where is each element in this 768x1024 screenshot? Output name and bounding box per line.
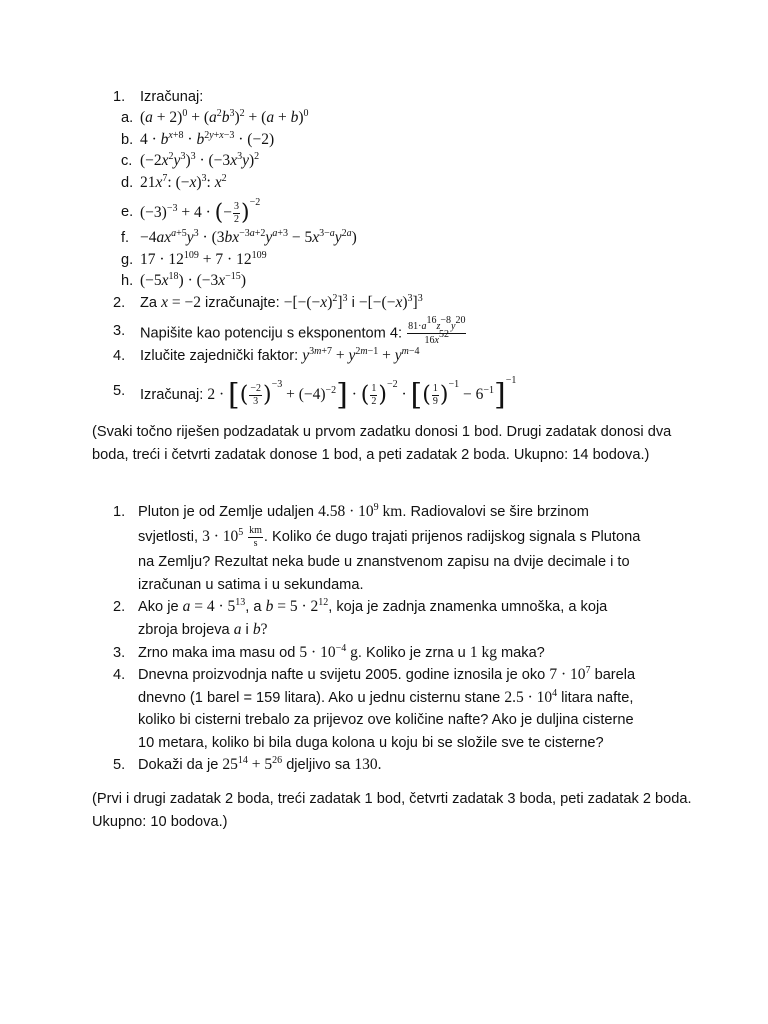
math-expression: a xyxy=(233,621,242,638)
math-expression: $5 \cdot 10^{-4}$ g xyxy=(299,643,358,661)
problem-text: Zrno maka ima masu od xyxy=(138,645,296,661)
task-text: Izračunaj: xyxy=(140,89,204,105)
task-text: Izlučite zajednički faktor: xyxy=(140,348,299,364)
task-number: 1. xyxy=(113,504,126,520)
task-number: 4. xyxy=(113,667,126,683)
math-expression: 130. xyxy=(354,756,382,773)
subtask-letter: b. xyxy=(121,132,134,148)
task-number: 2. xyxy=(113,599,126,615)
math-expression: $-[-(-x)^3]^3$ xyxy=(358,293,423,311)
problem-text: 10 metara, koliko bi bila duga kolona u koju bi se složile sve te cisterne? xyxy=(138,735,604,751)
problem-text: dnevno (1 barel = 159 litara). Ako u jednu cisternu stane xyxy=(138,690,501,706)
subtask-letter: f. xyxy=(121,230,130,246)
problem-text: i xyxy=(245,622,249,638)
problem-text: . Radiovalovi se šire brzinom xyxy=(402,504,589,520)
scoring-note-1: (Svaki točno riješen podzadatak u prvom zadatku donosi 1 bod. Drugi zadatak donosi dva boda, treći i četvrti zadatak donose 1 bod, a peti zadatak 2 boda. Ukupno: 14 bodova.) xyxy=(92,424,672,463)
problem-text: , a xyxy=(245,599,262,615)
problem-text: djeljivo sa xyxy=(286,757,351,773)
task-number: 3. xyxy=(113,323,126,339)
task-connector: i xyxy=(351,295,355,311)
math-expression: $(-2x^2y^3)^3 \cdot (-3x^3y)^2$ xyxy=(140,151,260,169)
math-expression: $(a + 2)^0 + (a^2b^3)^2 + (a + b)^0$ xyxy=(140,108,309,126)
subtask-letter: d. xyxy=(121,175,134,191)
math-expression: x = −2 xyxy=(161,294,201,311)
math-expression: b? xyxy=(252,621,268,638)
problem-text: , koja je zadnja znamenka umnoška, a koja xyxy=(328,599,608,615)
math-expression: $(-5x^{18}) \cdot (-3x^{-15})$ xyxy=(140,271,246,289)
problem-text: na Zemlju? Rezultat neka bude u znanstvenom zapisu na dvije decimale i to xyxy=(138,554,630,570)
math-expression: $a = 4 \cdot 5^{13}$ xyxy=(182,597,246,615)
problem-text: Dokaži da je xyxy=(138,757,219,773)
problem-text: svjetlosti, xyxy=(138,529,199,546)
subtask-letter: g. xyxy=(121,252,134,268)
math-expression: $-[-(-x)^2]^3$ xyxy=(283,293,348,311)
scoring-note-2: (Prvi i drugi zadatak 2 boda, treći zadatak 1 bod, četvrti zadatak 3 boda, peti zadatak 2 boda. Ukupno: 10 bodova.) xyxy=(92,791,692,830)
problem-text: izračunan u satima i u sekundama. xyxy=(138,577,364,593)
problem-text: Pluton je od Zemlje udaljen xyxy=(138,504,315,520)
task-prefix: Za xyxy=(140,295,158,311)
problem-text: . Koliko će dugo trajati prijenos radijskog signala s Plutona xyxy=(263,529,641,546)
problem-text: maka? xyxy=(501,645,545,661)
problem-text: zbroja brojeva xyxy=(138,622,230,638)
task-text: izračunajte: xyxy=(205,295,280,311)
task-number: 5. xyxy=(113,757,126,773)
math-expression: $\frac{81\cdot a^{16}z^{-8}y^{20}}{16x^{52}}$ xyxy=(408,315,466,346)
task-number: 4. xyxy=(113,348,126,364)
task-text: Izračunaj: xyxy=(140,387,204,403)
problem-text: Dnevna proizvodnja nafte u svijetu 2005. godine iznosila je oko xyxy=(138,667,546,683)
subtask-letter: c. xyxy=(121,153,133,169)
problem-text: Ako je xyxy=(138,599,179,615)
task-number: 1. xyxy=(113,89,126,105)
math-expression: $21x^7$: $(-x)^3$: $x^2$ xyxy=(140,173,227,191)
subtask-letter: a. xyxy=(121,110,134,126)
problem-text: barela xyxy=(594,667,636,683)
math-expression: 1 kg xyxy=(469,644,497,661)
math-expression: $4.58 \cdot 10^9$ km xyxy=(318,502,403,520)
subtask-letter: h. xyxy=(121,273,134,289)
math-expression: $17 \cdot 12^{109} + 7 \cdot 12^{109}$ xyxy=(140,250,267,268)
task-number: 2. xyxy=(113,295,126,311)
problem-text: . Koliko je zrna u xyxy=(357,645,466,661)
task-number: 5. xyxy=(113,383,126,399)
problem-text: litara nafte, xyxy=(561,690,634,706)
math-expression: $y^{3m+7} + y^{2m-1} + y^{m-4}$ xyxy=(302,346,420,364)
math-expression: $-4ax^{a+5}y^3 \cdot (3bx^{-3a+2}y^{a+3} - 5x^{3-a}y^{2a})$ xyxy=(140,228,357,246)
math-expression: $3 \cdot 10^5$ $\frac{km}{s}$ xyxy=(202,525,262,549)
math-expression: 2 · [( $\frac{-2}{3}$ )$^{-3} + (-4)^{-2}$] · ( $\frac{1}{2}$ )$^{-2}$ · [( $\frac{1}{9}$ )$^{-1} - 6^{-1}]^{-1}$ xyxy=(207,375,517,413)
subtask-letter: e. xyxy=(121,204,134,220)
task-number: 3. xyxy=(113,645,126,661)
task-text: Napišite kao potenciju s eksponentom 4: xyxy=(140,325,403,342)
math-expression: $2.5 \cdot 10^4$ xyxy=(504,688,558,706)
math-expression: $4 \cdot b^{x+8} \cdot b^{2y+x-3} \cdot (-2)$ xyxy=(140,130,275,148)
math-expression: $7 \cdot 10^7$ xyxy=(549,665,591,683)
problem-text: koliko bi cisterni trebalo za prijevoz ove količine nafte? Ako je duljina cisterne xyxy=(138,712,634,728)
math-expression: $25^{14} + 5^{26}$ xyxy=(222,755,283,773)
math-expression: $b = 5 \cdot 2^{12}$ xyxy=(265,597,329,615)
math-expression: $(-3)^{-3} + 4$ · (− $\frac{3}{2}$ )$^{-2}$ xyxy=(140,197,261,226)
